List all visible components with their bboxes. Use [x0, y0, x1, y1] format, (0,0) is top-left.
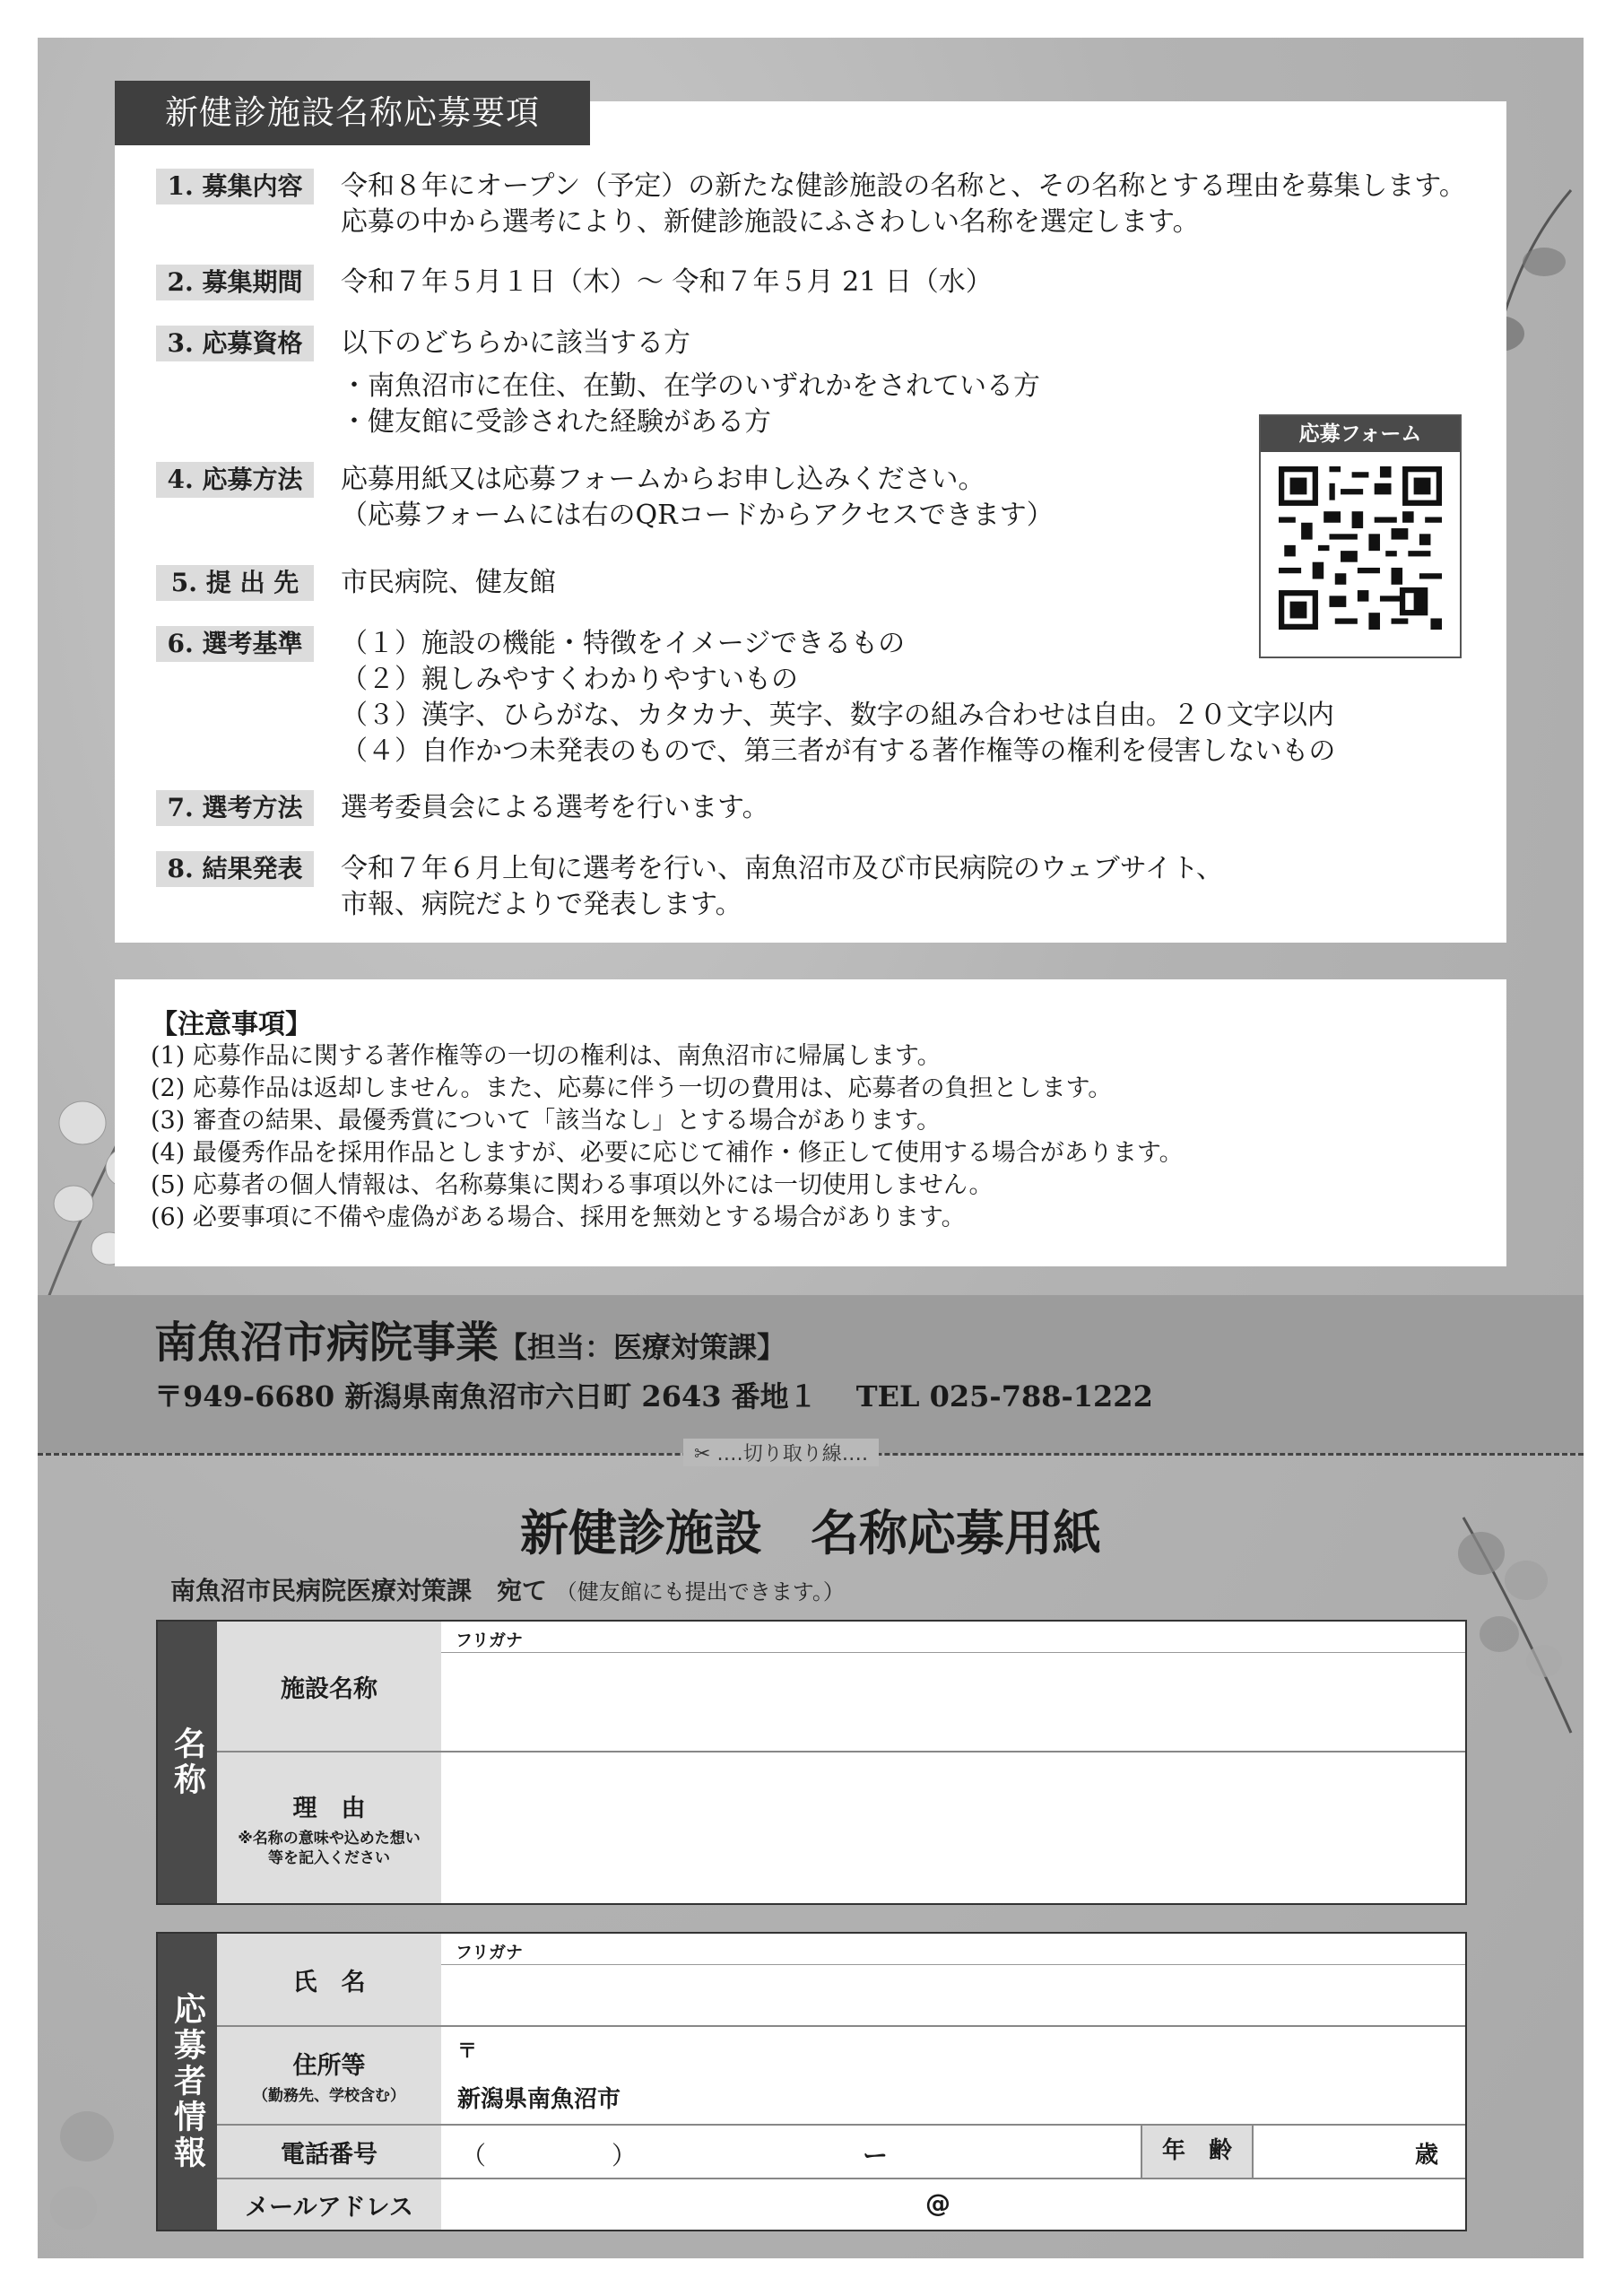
applicant-name-field[interactable]: [441, 1934, 1465, 2027]
note-item: (5) 応募者の個人情報は、名称募集に関わる事項以外には一切使用しません。: [151, 1171, 994, 1199]
item-body-selection-criteria: [341, 626, 1335, 770]
age-label: 年 齢: [1141, 2126, 1254, 2178]
page-background: [38, 38, 1584, 2258]
address-note: （勤務先、学校含む）: [253, 2086, 405, 2105]
note-item: (4) 最優秀作品を採用作品としますが、必要に応じて補作・修正して使用する場合があります。: [151, 1139, 1184, 1167]
name-section-label: 名称: [158, 1622, 217, 1903]
note-item: (1) 応募作品に関する著作権等の一切の権利は、南魚沼市に帰属します。: [151, 1042, 942, 1070]
notes-list: [151, 1040, 1184, 1234]
item-body-application-method: [341, 462, 1054, 534]
email-label-text: メールアドレス: [245, 2193, 413, 2222]
email-field[interactable]: [441, 2179, 1465, 2230]
item-line: 応募の中から選考により、新健診施設にふさわしい名称を選定します。: [341, 206, 1200, 238]
phone-dash: ー: [863, 2141, 889, 2170]
facility-name-label: [217, 1622, 441, 1752]
item-line: 市報、病院だよりで発表します。: [341, 889, 742, 920]
leaf-cluster-bottom-left-icon: [38, 2100, 136, 2262]
item-label-results-announcement: 8. 結果発表: [156, 851, 314, 887]
item-body-eligibility: [341, 326, 1040, 440]
facility-name-label-text: 施設名称: [281, 1674, 378, 1703]
item-body-recruitment-content: [341, 169, 1466, 240]
email-label: [217, 2179, 441, 2230]
application-form-qr-box[interactable]: [1259, 414, 1462, 658]
item-line: 応募用紙又は応募フォームからお申し込みください。: [341, 464, 985, 495]
qr-code-icon[interactable]: [1279, 466, 1442, 630]
address-label-text: 住所等: [292, 2051, 366, 2080]
applicant-section-label: 応募者情報: [158, 1934, 217, 2230]
item-line: ・健友館に受診された経験がある方: [341, 406, 771, 438]
cut-line-label: ✂ ‥‥切り取り線‥‥: [683, 1439, 879, 1466]
name-table: [156, 1620, 1467, 1905]
item-label-eligibility: 3. 応募資格: [156, 326, 314, 361]
phone-label: [217, 2126, 441, 2179]
applicant-name-label-text: 氏 名: [292, 1968, 366, 1996]
note-item: (6) 必要事項に不備や虚偽がある場合、採用を無効とする場合があります。: [151, 1204, 966, 1231]
form-addressee-text: 南魚沼市民病院医療対策課 宛て: [170, 1576, 548, 1605]
item-line: （２）親しみやすくわかりやすいもの: [341, 664, 798, 695]
phone-field[interactable]: [441, 2126, 1465, 2179]
organization-name-text: 南魚沼市病院事業: [154, 1318, 499, 1368]
item-line: 令和７年５月１日（木）～ 令和７年５月 21 日（水）: [341, 266, 993, 298]
item-label-recruitment-period: 2. 募集期間: [156, 265, 314, 300]
guidelines-title: 新健診施設名称応募要項: [115, 81, 590, 145]
item-line: （応募フォームには右のQRコードからアクセスできます）: [341, 500, 1054, 531]
note-item: (3) 審査の結果、最優秀賞について「該当なし」とする場合があります。: [151, 1107, 942, 1135]
reason-field[interactable]: [441, 1752, 1465, 1903]
facility-name-field[interactable]: [441, 1622, 1465, 1752]
reason-label-text: 理 由: [292, 1794, 366, 1822]
item-body-results-announcement: [341, 851, 1223, 923]
item-line: ・南魚沼市に在住、在勤、在学のいずれかをされている方: [341, 370, 1040, 402]
form-addressee: [170, 1571, 845, 1607]
applicant-name-label: [217, 1934, 441, 2027]
item-line: 令和７年６月上旬に選考を行い、南魚沼市及び市民病院のウェブサイト、: [341, 853, 1223, 884]
item-body-submission-place: [341, 565, 556, 601]
furigana-divider: [441, 1964, 1465, 1965]
item-line: 選考委員会による選考を行います。: [341, 792, 769, 823]
qr-label: 応募フォーム: [1261, 416, 1460, 452]
item-body-recruitment-period: [341, 265, 993, 300]
furigana-divider: [441, 1652, 1465, 1653]
item-label-selection-method: 7. 選考方法: [156, 790, 314, 826]
address-prefill: 新潟県南魚沼市: [457, 2086, 621, 2113]
address-label: [217, 2027, 441, 2126]
organization-address: 〒949-6680 新潟県南魚沼市六日町 2643 番地１ TEL 025-788-1222: [154, 1379, 1153, 1413]
applicant-table: [156, 1932, 1467, 2231]
item-label-selection-criteria: 6. 選考基準: [156, 626, 314, 662]
reason-note: ※名称の意味や込めた想い等を記入ください: [238, 1829, 421, 1867]
postal-mark: 〒: [457, 2040, 478, 2063]
item-label-submission-place: 5. 提 出 先: [156, 565, 314, 601]
applicant-furigana-label: フリガナ: [456, 1943, 524, 1962]
reason-label: [217, 1752, 441, 1903]
item-line: 市民病院、健友館: [341, 567, 556, 598]
item-label-recruitment-content: 1. 募集内容: [156, 169, 314, 204]
notes-heading: 【注意事項】: [151, 1009, 312, 1040]
phone-close-paren: ）: [612, 2141, 638, 2170]
organization-department: 【担当：医療対策課】: [499, 1330, 786, 1364]
phone-open-paren: （: [461, 2141, 487, 2170]
form-addressee-note: （健友館にも提出できます。）: [555, 1579, 845, 1605]
note-item: (2) 応募作品は返却しません。また、応募に伴う一切の費用は、応募者の負担とします。: [151, 1074, 1113, 1102]
email-at-sign: @: [925, 2188, 950, 2218]
item-line: （４）自作かつ未発表のもので、第三者が有する著作権等の権利を侵害しないもの: [341, 735, 1336, 767]
item-label-application-method: 4. 応募方法: [156, 462, 314, 498]
item-body-selection-method: [341, 790, 769, 826]
item-line: 以下のどちらかに該当する方: [341, 327, 690, 359]
item-line: （３）漢字、ひらがな、カタカナ、英字、数字の組み合わせは自由。２０文字以内: [341, 700, 1334, 731]
address-field[interactable]: [441, 2027, 1465, 2126]
facility-furigana-label: フリガナ: [456, 1631, 524, 1650]
phone-label-text: 電話番号: [281, 2140, 378, 2169]
item-line: 令和８年にオープン（予定）の新たな健診施設の名称と、その名称とする理由を募集します。: [341, 170, 1466, 202]
age-unit: 歳: [1414, 2142, 1438, 2169]
organization-name: [154, 1308, 785, 1370]
item-line: （１）施設の機能・特徴をイメージできるもの: [341, 628, 906, 659]
form-title: 新健診施設 名称応募用紙: [520, 1505, 1101, 1561]
